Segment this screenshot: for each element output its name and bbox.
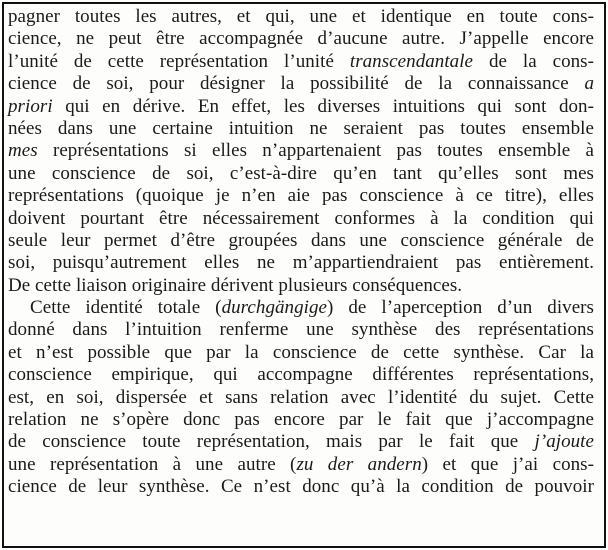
italic-term-zu-der-andern: zu der andern <box>296 453 422 475</box>
italic-term-mes: mes <box>8 140 38 162</box>
text-line-17: conscience empirique, qui accompagne différentes représentations, <box>8 364 594 386</box>
text-line-16: et n’est possible que par la conscience de cette synthèse. Car la <box>8 341 594 363</box>
text-line-11: seule leur permet d’être groupées dans une conscience générale de <box>8 229 594 251</box>
text-line-20: de conscience toute représentation, mais par le fait que j’ajoute <box>8 431 594 453</box>
body-text <box>8 6 594 499</box>
text-line-18: est, en soi, dispersée et sans relation avec l’identité du sujet. Cette <box>8 386 594 408</box>
text-line-6: nées dans une certaine intuition ne seraient pas toutes ensemble <box>8 117 594 139</box>
text-line-4: cience de soi, pour désigner la possibilité de la connaissance a <box>8 73 594 95</box>
text-line-3: l’unité de cette représentation l’unité transcendantale de la cons- <box>8 50 594 72</box>
text-line-8: une conscience de soi, c’est-à-dire qu’en tant qu’elles sont mes <box>8 162 594 184</box>
italic-term-a: a <box>584 73 594 95</box>
text-line-12: soi, puisqu’autrement elles ne m’appartiendraient pas entièrement. <box>8 252 594 274</box>
text-line-22: cience de leur synthèse. Ce n’est donc qu’à la condition de pouvoir <box>8 476 594 498</box>
text-line-2: cience, ne peut être accompagnée d’aucune autre. J’appelle encore <box>8 28 594 50</box>
scanned-page <box>2 2 606 548</box>
italic-term-priori: priori <box>8 95 53 117</box>
italic-term-transcendantale: transcendantale <box>349 50 474 72</box>
text-line-15: donné dans l’intuition renferme une synthèse des représentations <box>8 319 594 341</box>
italic-term-jajoute: j’ajoute <box>534 431 594 453</box>
text-line-21: une représentation à une autre (zu der andern) et que j’ai cons- <box>8 453 594 475</box>
text-line-5: priori qui en dérive. En effet, les diverses intuitions qui sont don- <box>8 95 594 117</box>
text-line-14: Cette identité totale (durchgängige) de l’aperception d’un divers <box>30 297 594 319</box>
text-line-13: De cette liaison originaire dérivent plusieurs conséquences. <box>8 274 463 296</box>
text-line-9: représentations (quoique je n’en aie pas conscience à ce titre), elles <box>8 185 594 207</box>
text-line-10: doivent pourtant être nécessairement conformes à la condition qui <box>8 207 594 229</box>
text-line-7: mes représentations si elles n’appartenaient pas toutes ensemble à <box>8 140 594 162</box>
text-line-1: pagner toutes les autres, et qui, une et identique en toute cons- <box>8 6 594 27</box>
italic-term-durchgangige: durchgängige <box>221 297 328 319</box>
text-line-19: relation ne s’opère donc pas encore par le fait que j’accompagne <box>8 409 594 431</box>
